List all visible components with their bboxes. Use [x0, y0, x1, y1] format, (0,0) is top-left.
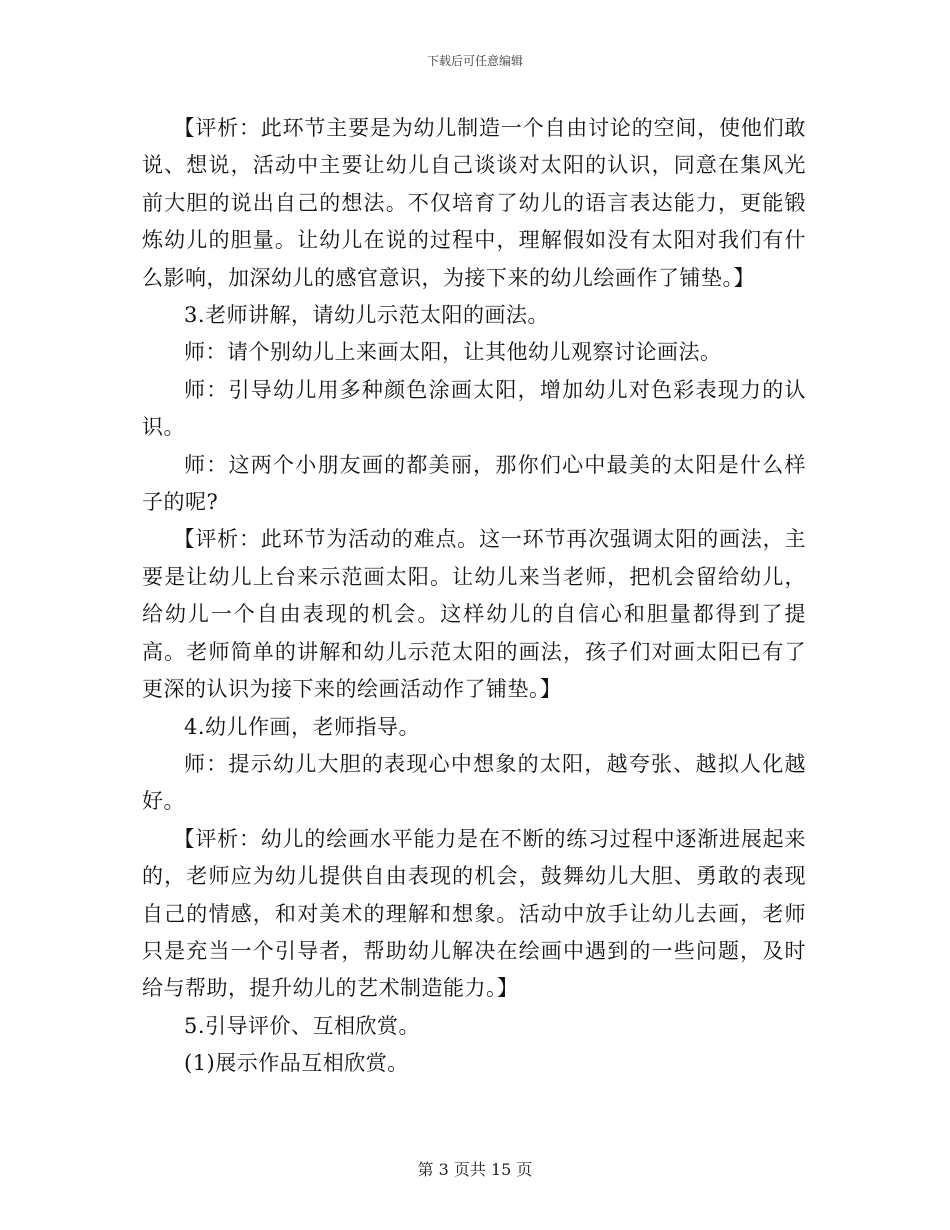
teacher-paragraph-4: 师：提示幼儿大胆的表现心中想象的太阳，越夸张、越拟人化越好。	[142, 751, 806, 814]
step-5-heading: 5.引导评价、互相欣赏。	[184, 1013, 421, 1038]
document-body	[142, 110, 806, 1083]
review-paragraph-2: 【评析：此环节为活动的难点。这一环节再次强调太阳的画法，主要是让幼儿上台来示范画太阳。让幼儿来当老师，把机会留给幼儿，给幼儿一个自由表现的机会。这样幼儿的自信心和胆量都得到了提高。老师简单的讲解和幼儿示范太阳的画法，孩子们对画太阳已有了更深的认识为接下来的绘画活动作了铺垫。】	[142, 527, 806, 702]
review-paragraph-1: 【评析：此环节主要是为幼儿制造一个自由讨论的空间，使他们敢说、想说，活动中主要让幼儿自己谈谈对太阳的认识，同意在集风光前大胆的说出自己的想法。不仅培育了幼儿的语言表达能力，更能锻炼幼儿的胆量。让幼儿在说的过程中，理解假如没有太阳对我们有什么影响，加深幼儿的感官意识，为接下来的幼儿绘画作了铺垫。】	[142, 116, 806, 290]
teacher-paragraph-2: 师：引导幼儿用多种颜色涂画太阳，增加幼儿对色彩表现力的认识。	[142, 377, 806, 440]
step-4-heading: 4.幼儿作画，老师指导。	[184, 714, 421, 739]
teacher-paragraph-1: 师：请个别幼儿上来画太阳，让其他幼儿观察讨论画法。	[184, 340, 722, 365]
page-footer: 第 3 页共 15 页	[417, 1160, 533, 1179]
teacher-paragraph-3: 师：这两个小朋友画的都美丽，那你们心中最美的太阳是什么样子的呢?	[142, 452, 806, 515]
step-3-heading: 3.老师讲解，请幼儿示范太阳的画法。	[184, 303, 550, 328]
step-5-sub-1: (1)展示作品互相欣赏。	[184, 1051, 409, 1076]
review-paragraph-3: 【评析：幼儿的绘画水平能力是在不断的练习过程中逐渐进展起来的，老师应为幼儿提供自由表现的机会，鼓舞幼儿大胆、勇敢的表现自己的情感，和对美术的理解和想象。活动中放手让幼儿去画，老师只是充当一个引导者，帮助幼儿解决在绘画中遇到的一些问题，及时给与帮助，提升幼儿的艺术制造能力。】	[142, 826, 806, 1001]
page-header: 下载后可任意编辑	[426, 54, 523, 68]
